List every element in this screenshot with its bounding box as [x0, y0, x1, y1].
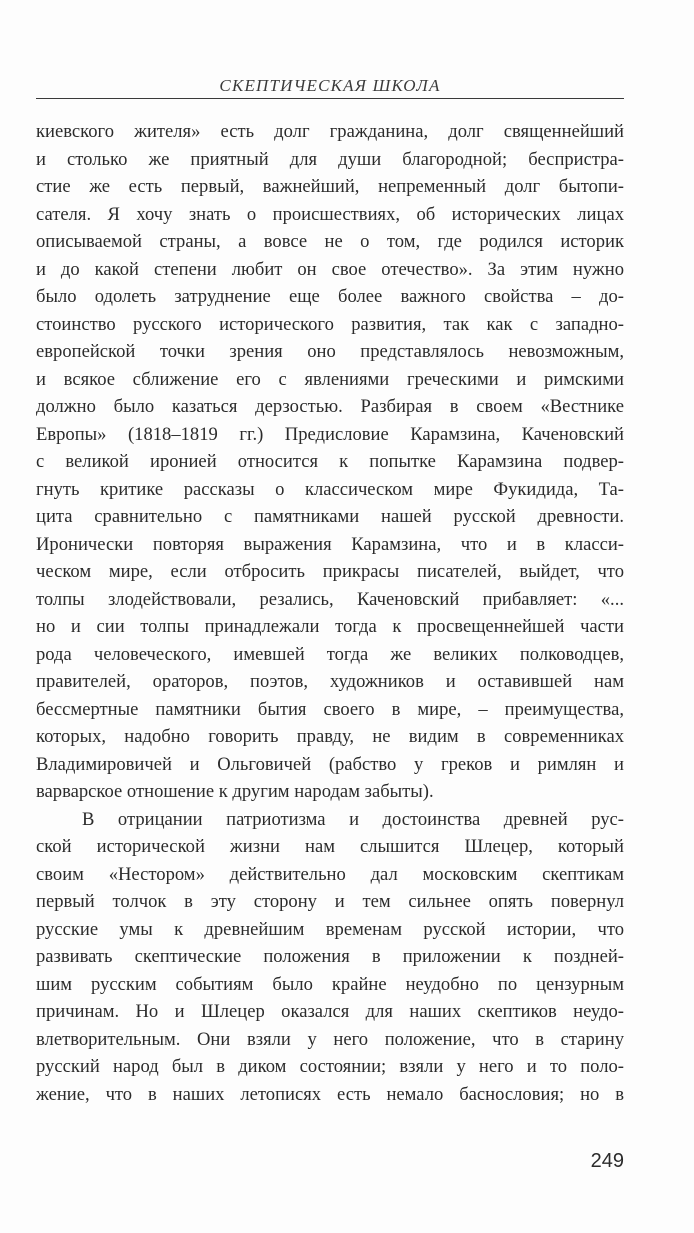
text-line: цита сравнительно с памятниками нашей русской древности.: [36, 506, 624, 527]
text-line: и до какой степени любит он свое отечество». За этим нужно: [36, 258, 624, 280]
text-line: ческом мире, если отбросить прикрасы писателей, выйдет, что: [36, 561, 624, 582]
text-line: и всякое сближение его с явлениями греческими и римскими: [36, 368, 624, 390]
text-line: Иронически повторяя выражения Карамзина, что и в класси-: [36, 533, 624, 555]
text-line: европейской точки зрения оно представлялось невозможным,: [36, 341, 624, 362]
text-line: но и сии толпы принадлежали тогда к просвещеннейшей части: [36, 616, 624, 637]
body-text: [36, 118, 624, 1108]
running-head: СКЕПТИЧЕСКАЯ ШКОЛА: [219, 76, 441, 95]
text-line: стие же есть первый, важнейший, непременный долг бытопи-: [36, 176, 624, 197]
text-line: ской исторической жизни нам слышится Шлецер, который: [36, 836, 624, 857]
text-line: гнуть критике рассказы о классическом мире Фукидида, Та-: [36, 478, 624, 500]
header-rule: [36, 98, 624, 99]
text-line: и столько же приятный для души благородной; беспристра-: [36, 148, 624, 170]
text-line: рода человеческого, имевшей тогда же великих полководцев,: [36, 643, 624, 665]
text-line: описываемой страны, а вовсе не о том, где родился историк: [36, 231, 624, 252]
text-line: было одолеть затруднение еще более важного свойства – до-: [36, 286, 624, 307]
text-line: правителей, ораторов, поэтов, художников и оставившей нам: [36, 671, 624, 692]
text-line: сателя. Я хочу знать о происшествиях, об исторических лицах: [36, 203, 624, 225]
text-line: с великой иронией относится к попытке Карамзина подвер-: [36, 451, 624, 472]
text-line: толпы злодействовали, резались, Каченовский прибавляет: «...: [36, 588, 624, 610]
text-line: влетворительным. Они взяли у него положение, что в старину: [36, 1028, 624, 1050]
text-line: жение, что в наших летописях есть немало баснословия; но в: [36, 1083, 624, 1105]
text-line: Европы» (1818–1819 гг.) Предисловие Карамзина, Каченовский: [36, 423, 624, 445]
text-line: которых, надобно говорить правду, не видим в современниках: [36, 726, 624, 747]
text-line: русские умы к древнейшим временам русской истории, что: [36, 918, 624, 940]
text-line: стоинство русского исторического развития, так как с западно-: [36, 313, 624, 335]
text-line: русский народ был в диком состоянии; взяли у него и то поло-: [36, 1056, 624, 1077]
text-line: должно было казаться дерзостью. Разбирая в своем «Вестнике: [36, 396, 624, 417]
text-line: своим «Нестором» действительно дал московским скептикам: [36, 863, 624, 885]
text-line: шим русским событиям было крайне неудобно по цензурным: [36, 973, 624, 995]
text-line: развивать скептические положения в приложении к поздней-: [36, 946, 624, 967]
text-line: киевского жителя» есть долг гражданина, долг священнейший: [36, 121, 624, 142]
text-line-paragraph-end: варварское отношение к другим народам забыты).: [36, 781, 434, 802]
text-line-paragraph-start: В отрицании патриотизма и достоинства древней рус-: [82, 808, 624, 830]
text-line: первый толчок в эту сторону и тем сильнее опять повернул: [36, 891, 624, 912]
page-number: 249: [590, 1150, 624, 1172]
text-line: Владимировичей и Ольговичей (рабство у греков и римлян и: [36, 753, 624, 775]
text-line: причинам. Но и Шлецер оказался для наших скептиков неудо-: [36, 1001, 624, 1022]
text-line: бессмертные памятники бытия своего в мире, – преимущества,: [36, 698, 624, 720]
